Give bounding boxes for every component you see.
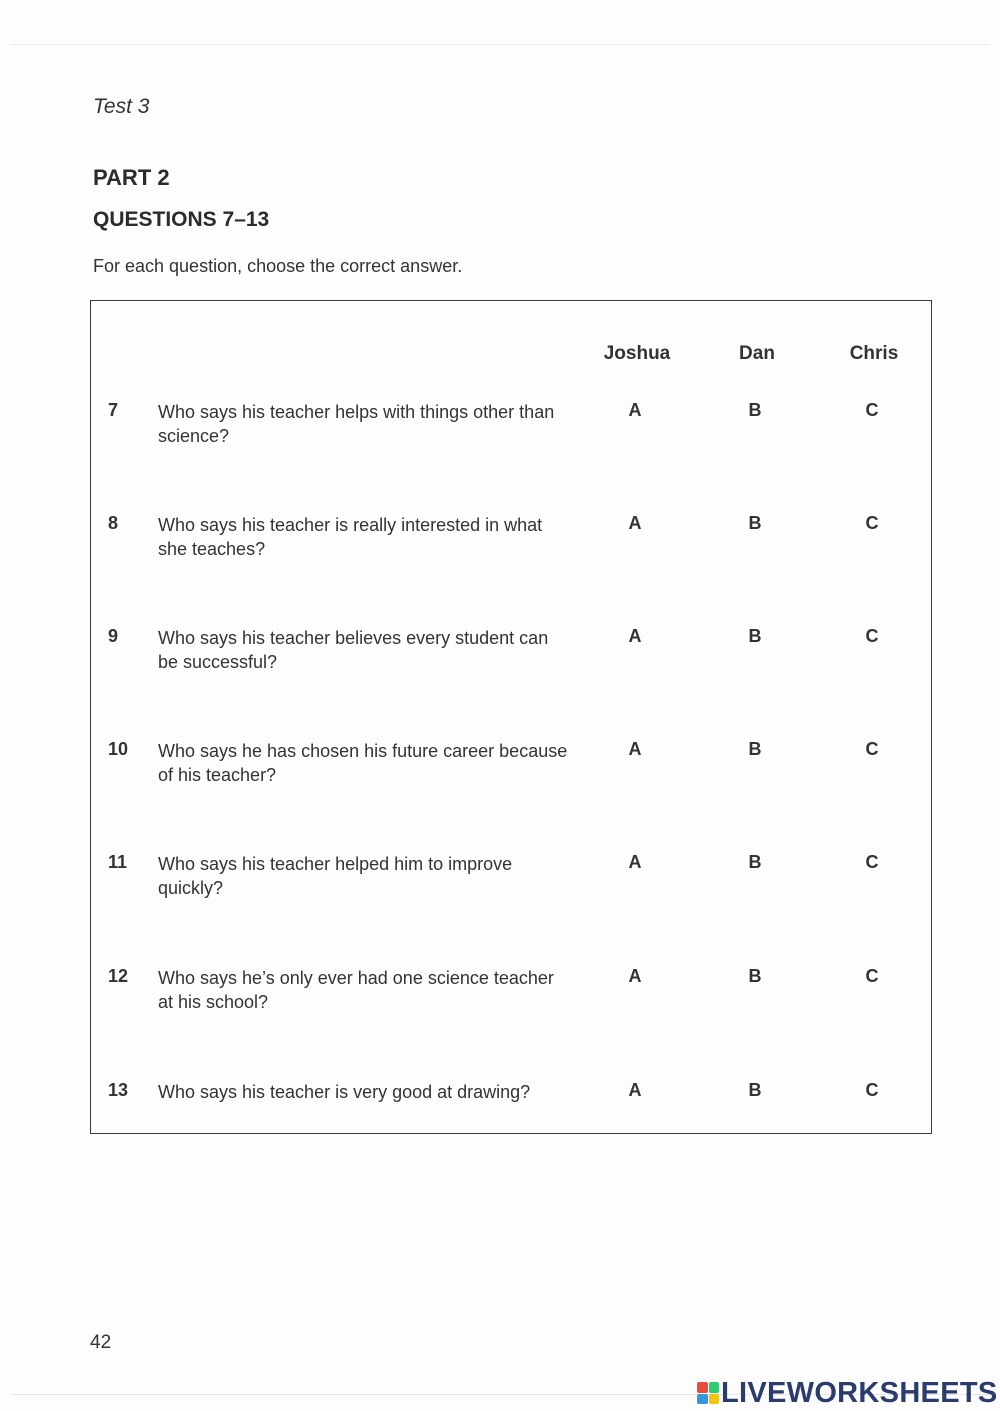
- running-head: Test 3: [93, 95, 150, 118]
- option-c-chris[interactable]: C: [865, 966, 879, 986]
- column-header-chris: Chris: [849, 343, 899, 364]
- option-a-joshua[interactable]: A: [628, 626, 642, 646]
- question-number: 7: [108, 400, 119, 420]
- question-number: 8: [108, 513, 119, 533]
- question-row-11: [0, 852, 1000, 912]
- question-number: 12: [108, 966, 129, 986]
- option-c-chris[interactable]: C: [865, 513, 879, 533]
- question-row-12: [0, 966, 1000, 1026]
- question-row-10: [0, 739, 1000, 799]
- option-b-dan[interactable]: B: [748, 966, 762, 986]
- question-row-9: [0, 626, 1000, 686]
- question-text: Who says he’s only ever had one science teacher at his school?: [158, 968, 554, 1012]
- question-number: 9: [108, 626, 119, 646]
- question-text: Who says his teacher is very good at drawing?: [158, 1082, 531, 1102]
- column-header-dan: Dan: [739, 343, 775, 364]
- logo-cell-blue: [697, 1394, 708, 1405]
- question-text: Who says his teacher is really interested in what she teaches?: [158, 515, 543, 559]
- instruction-text: For each question, choose the correct answer.: [93, 256, 463, 276]
- questions-range-title: QUESTIONS 7–13: [93, 208, 270, 231]
- option-c-chris[interactable]: C: [865, 739, 879, 759]
- scan-edge-top: [10, 44, 990, 45]
- logo-cell-yellow: [709, 1394, 720, 1405]
- option-a-joshua[interactable]: A: [628, 400, 642, 420]
- brand-name: LIVEWORKSHEETS: [721, 1376, 998, 1409]
- option-b-dan[interactable]: B: [748, 513, 762, 533]
- question-text: Who says he has chosen his future career because of his teacher?: [158, 741, 568, 785]
- question-row-8: [0, 513, 1000, 573]
- question-row-13: [0, 1080, 1000, 1140]
- logo-cell-red: [697, 1382, 708, 1393]
- question-text: Who says his teacher helped him to improve quickly?: [158, 854, 513, 898]
- option-c-chris[interactable]: C: [865, 400, 879, 420]
- option-a-joshua[interactable]: A: [628, 852, 642, 872]
- option-a-joshua[interactable]: A: [628, 739, 642, 759]
- question-number: 11: [108, 852, 128, 872]
- question-number: 13: [108, 1080, 129, 1100]
- option-b-dan[interactable]: B: [748, 626, 762, 646]
- question-text: Who says his teacher believes every student can be successful?: [158, 628, 549, 672]
- option-a-joshua[interactable]: A: [628, 513, 642, 533]
- option-a-joshua[interactable]: A: [628, 966, 642, 986]
- option-b-dan[interactable]: B: [748, 1080, 762, 1100]
- option-c-chris[interactable]: C: [865, 626, 879, 646]
- page-number: 42: [90, 1332, 112, 1353]
- option-b-dan[interactable]: B: [748, 400, 762, 420]
- option-b-dan[interactable]: B: [748, 852, 762, 872]
- option-c-chris[interactable]: C: [865, 852, 879, 872]
- part-title: PART 2: [93, 165, 170, 190]
- liveworksheets-brand: [697, 1376, 998, 1410]
- option-b-dan[interactable]: B: [748, 739, 762, 759]
- question-number: 10: [108, 739, 129, 759]
- logo-cell-green: [709, 1382, 720, 1393]
- question-text: Who says his teacher helps with things other than science?: [158, 402, 555, 446]
- option-a-joshua[interactable]: A: [628, 1080, 642, 1100]
- question-row-7: [0, 400, 1000, 460]
- option-c-chris[interactable]: C: [865, 1080, 879, 1100]
- liveworksheets-logo-icon: [697, 1382, 719, 1404]
- column-header-joshua: Joshua: [603, 343, 671, 364]
